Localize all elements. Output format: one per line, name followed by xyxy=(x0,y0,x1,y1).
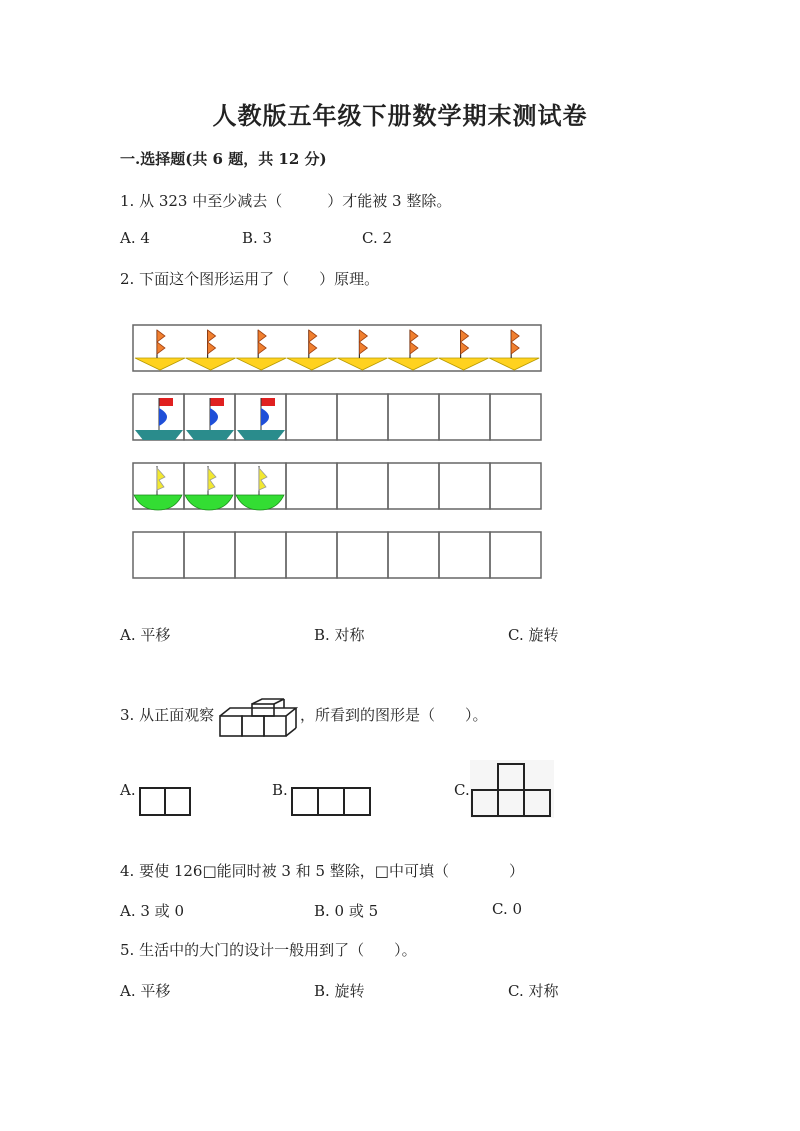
option-a-figure xyxy=(138,786,194,818)
boat-row-green xyxy=(133,463,541,510)
grid-cell xyxy=(439,532,490,578)
question-2-stem: 2. 下面这个图形运用了（ ）原理。 xyxy=(120,270,380,288)
question-5-option-a: A. 平移 xyxy=(120,982,171,1000)
question-3-option-a: A. xyxy=(120,781,136,799)
flag-motif xyxy=(439,330,489,370)
grid-cell xyxy=(286,394,337,440)
grid-cell xyxy=(490,394,541,440)
question-2-option-c: C. 旋转 xyxy=(508,626,559,644)
grid-cell xyxy=(286,463,337,509)
grid-cell xyxy=(133,532,184,578)
question-5-option-b: B. 旋转 xyxy=(314,982,365,1000)
question-4-option-c: C. 0 xyxy=(492,900,523,918)
flag-row xyxy=(133,325,541,371)
question-2-option-a: A. 平移 xyxy=(120,626,171,644)
blue-boat-motif xyxy=(135,398,183,440)
grid-cell xyxy=(184,532,235,578)
question-3-stem-start: 3. 从正面观察 xyxy=(120,706,215,724)
question-5-option-c: C. 对称 xyxy=(508,982,559,1000)
page-title: 人教版五年级下册数学期末测试卷 xyxy=(212,101,588,130)
option-c-figure xyxy=(470,760,554,818)
question-2-option-b: B. 对称 xyxy=(314,626,365,644)
cube-stack-figure xyxy=(216,698,298,740)
grid-cell xyxy=(388,532,439,578)
grid-cell xyxy=(490,532,541,578)
question-1-stem: 1. 从 323 中至少减去（ ）才能被 3 整除。 xyxy=(120,192,452,210)
flag-motif xyxy=(489,330,539,370)
question-4-stem: 4. 要使 126□能同时被 3 和 5 整除，□中可填（ ） xyxy=(120,862,524,880)
grid-cell xyxy=(337,532,388,578)
question-4-option-a: A. 3 或 0 xyxy=(120,902,184,920)
option-b-figure xyxy=(290,786,374,818)
flag-motif xyxy=(186,330,236,370)
grid-cell xyxy=(286,532,337,578)
question-5-stem: 5. 生活中的大门的设计一般用到了（ ）。 xyxy=(120,941,417,959)
question-4-option-b: B. 0 或 5 xyxy=(314,902,379,920)
flag-motif xyxy=(135,330,185,370)
pattern-figure xyxy=(130,320,546,582)
green-boat-motif xyxy=(134,466,182,510)
grid-cell xyxy=(490,463,541,509)
question-3-option-c: C. xyxy=(454,781,470,799)
grid-cell xyxy=(337,463,388,509)
grid-cell xyxy=(388,463,439,509)
section-heading: 一.选择题(共 6 题，共 12 分) xyxy=(120,150,327,168)
empty-grid-row xyxy=(133,532,541,578)
question-1-option-b: B. 3 xyxy=(242,229,273,247)
grid-cell xyxy=(388,394,439,440)
flag-motif xyxy=(287,330,337,370)
flag-motif xyxy=(337,330,387,370)
grid-cell xyxy=(439,394,490,440)
green-boat-motif xyxy=(236,466,284,510)
blue-boat-motif xyxy=(237,398,285,440)
boat-row-blue xyxy=(133,394,541,440)
grid-cell xyxy=(337,394,388,440)
grid-cell xyxy=(439,463,490,509)
question-3-option-b: B. xyxy=(272,781,288,799)
blue-boat-motif xyxy=(186,398,234,440)
question-3-stem-end: ，所看到的图形是（ ）。 xyxy=(300,706,488,724)
green-boat-motif xyxy=(185,466,233,510)
question-1-option-c: C. 2 xyxy=(362,229,393,247)
flag-motif xyxy=(388,330,438,370)
grid-cell xyxy=(235,532,286,578)
flag-motif xyxy=(236,330,286,370)
question-1-option-a: A. 4 xyxy=(120,229,150,247)
